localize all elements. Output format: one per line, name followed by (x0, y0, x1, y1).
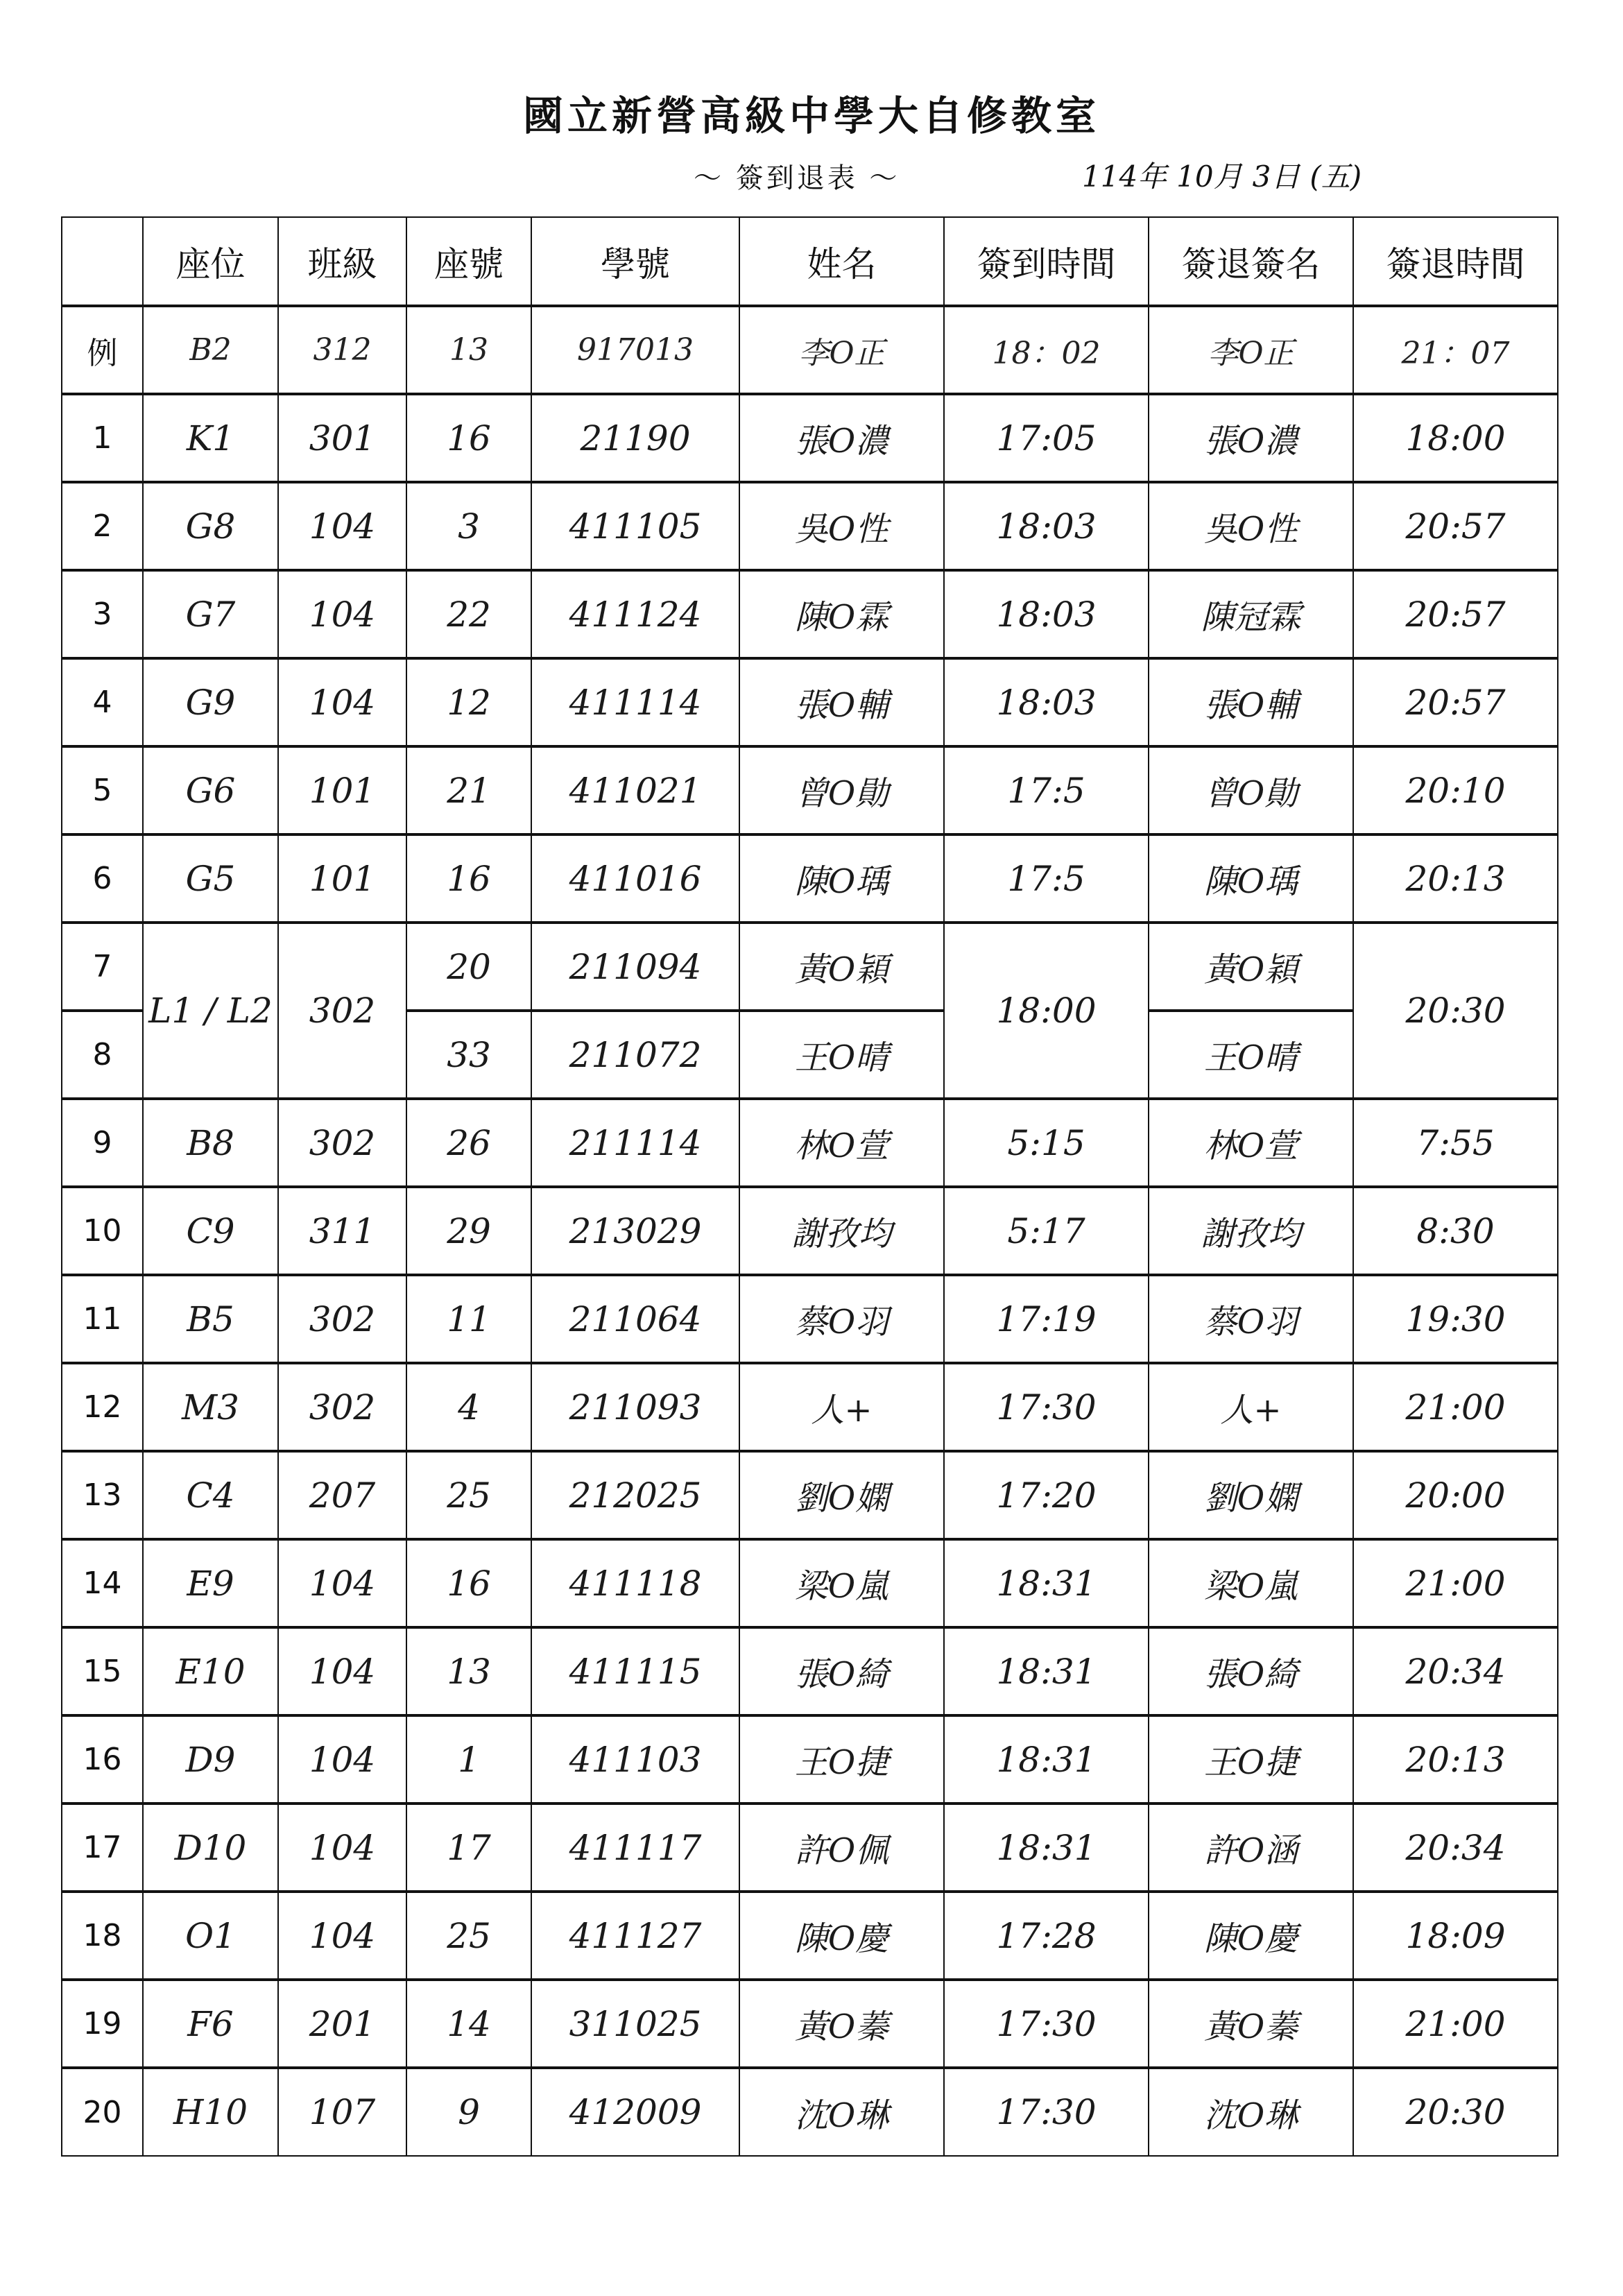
name-cell: 黃O穎 (739, 923, 944, 1011)
table-row (62, 1275, 1558, 1363)
sign-in-time-cell: 18:31 (944, 1627, 1149, 1715)
seat-cell: G6 (143, 746, 278, 834)
name-cell: 張O輔 (739, 658, 944, 746)
row-index: 12 (62, 1363, 143, 1451)
class-cell: 104 (278, 1627, 406, 1715)
sign-out-signature-cell: 張O濃 (1149, 394, 1353, 482)
sign-in-time-cell: 18：02 (944, 306, 1149, 394)
sign-out-signature-cell: 劉O嫻 (1149, 1451, 1353, 1539)
sign-out-time-cell: 21：07 (1353, 306, 1558, 394)
seat-cell: G7 (143, 570, 278, 658)
class-cell: 104 (278, 570, 406, 658)
class-cell: 104 (278, 1804, 406, 1892)
sign-in-time-cell: 17:28 (944, 1892, 1149, 1980)
student-id-cell: 412009 (531, 2068, 739, 2156)
seat-number-cell: 14 (406, 1980, 531, 2068)
seat-number-cell: 20 (406, 923, 531, 1011)
row-index: 4 (62, 658, 143, 746)
table-row (62, 923, 1558, 1011)
seat-cell: B8 (143, 1099, 278, 1187)
sign-out-signature-cell: 陳O慶 (1149, 1892, 1353, 1980)
seat-cell: M3 (143, 1363, 278, 1451)
student-id-cell: 411021 (531, 746, 739, 834)
sign-out-time-cell: 18:00 (1353, 394, 1558, 482)
seat-number-cell: 4 (406, 1363, 531, 1451)
student-id-cell: 411105 (531, 482, 739, 570)
sign-in-time-cell: 18:31 (944, 1539, 1149, 1627)
date-year: 114年 (1082, 160, 1167, 194)
table-row (62, 1187, 1558, 1275)
seat-cell: C9 (143, 1187, 278, 1275)
seat-cell: G8 (143, 482, 278, 570)
sign-out-time-cell: 19:30 (1353, 1275, 1558, 1363)
sign-out-time-cell: 20:57 (1353, 482, 1558, 570)
row-index: 14 (62, 1539, 143, 1627)
seat-number-cell: 26 (406, 1099, 531, 1187)
sign-in-time-cell: 5:15 (944, 1099, 1149, 1187)
seat-number-cell: 17 (406, 1804, 531, 1892)
row-index: 1 (62, 394, 143, 482)
name-cell: 陳O慶 (739, 1892, 944, 1980)
sign-out-time-cell: 7:55 (1353, 1099, 1558, 1187)
sign-out-signature-cell: 人+ (1149, 1363, 1353, 1451)
class-cell: 302 (278, 923, 406, 1099)
seat-cell: L1 / L2 (143, 923, 278, 1099)
student-id-cell: 411103 (531, 1715, 739, 1804)
name-cell: 沈O琳 (739, 2068, 944, 2156)
seat-cell: G5 (143, 834, 278, 923)
sign-out-signature-cell: 林O萱 (1149, 1099, 1353, 1187)
student-id-cell: 917013 (531, 306, 739, 394)
row-index: 例 (62, 306, 143, 394)
class-cell: 101 (278, 746, 406, 834)
table-row (62, 1804, 1558, 1892)
student-id-cell: 411114 (531, 658, 739, 746)
sign-in-time-cell: 18:00 (944, 923, 1149, 1099)
seat-cell: D9 (143, 1715, 278, 1804)
student-id-cell: 411118 (531, 1539, 739, 1627)
class-cell: 311 (278, 1187, 406, 1275)
row-index: 11 (62, 1275, 143, 1363)
seat-number-cell: 1 (406, 1715, 531, 1804)
sign-in-time-cell: 18:03 (944, 482, 1149, 570)
sign-in-time-cell: 18:31 (944, 1715, 1149, 1804)
table-row (62, 746, 1558, 834)
sign-out-time-cell: 20:57 (1353, 570, 1558, 658)
sign-out-time-cell: 20:13 (1353, 1715, 1558, 1804)
seat-number-cell: 3 (406, 482, 531, 570)
row-index: 3 (62, 570, 143, 658)
column-header-name: 姓名 (739, 217, 944, 306)
seat-cell: H10 (143, 2068, 278, 2156)
column-header-student-id: 學號 (531, 217, 739, 306)
table-row (62, 658, 1558, 746)
student-id-cell: 311025 (531, 1980, 739, 2068)
name-cell: 蔡O羽 (739, 1275, 944, 1363)
page-title: 國立新營高級中學大自修教室 (522, 92, 1100, 139)
date-day: 3日 (1252, 160, 1300, 194)
sign-out-time-cell: 21:00 (1353, 1539, 1558, 1627)
sign-out-time-cell: 20:34 (1353, 1627, 1558, 1715)
student-id-cell: 411127 (531, 1892, 739, 1980)
sign-out-signature-cell: 黃O穎 (1149, 923, 1353, 1011)
class-cell: 302 (278, 1363, 406, 1451)
seat-number-cell: 33 (406, 1011, 531, 1099)
student-id-cell: 212025 (531, 1451, 739, 1539)
sign-out-signature-cell: 陳O瑀 (1149, 834, 1353, 923)
name-cell: 曾O勛 (739, 746, 944, 834)
seat-number-cell: 29 (406, 1187, 531, 1275)
name-cell: 張O綺 (739, 1627, 944, 1715)
column-header-sign-out-signature: 簽退簽名 (1149, 217, 1353, 306)
class-cell: 301 (278, 394, 406, 482)
seat-cell: C4 (143, 1451, 278, 1539)
student-id-cell: 21190 (531, 394, 739, 482)
class-cell: 104 (278, 482, 406, 570)
student-id-cell: 213029 (531, 1187, 739, 1275)
row-index: 8 (62, 1011, 143, 1099)
table-row (62, 1539, 1558, 1627)
name-cell: 陳O瑀 (739, 834, 944, 923)
column-header-sign-in-time: 簽到時間 (944, 217, 1149, 306)
form-subtitle: ～ 簽到退表 ～ (694, 162, 900, 194)
class-cell: 104 (278, 1892, 406, 1980)
row-index: 13 (62, 1451, 143, 1539)
sign-out-signature-cell: 蔡O羽 (1149, 1275, 1353, 1363)
sign-in-time-cell: 18:03 (944, 570, 1149, 658)
column-header-seat: 座位 (143, 217, 278, 306)
name-cell: 梁O嵐 (739, 1539, 944, 1627)
sign-in-time-cell: 17:30 (944, 2068, 1149, 2156)
sign-out-signature-cell: 王O晴 (1149, 1011, 1353, 1099)
seat-number-cell: 13 (406, 1627, 531, 1715)
seat-number-cell: 25 (406, 1451, 531, 1539)
table-row (62, 1892, 1558, 1980)
name-cell: 陳O霖 (739, 570, 944, 658)
class-cell: 101 (278, 834, 406, 923)
row-index: 15 (62, 1627, 143, 1715)
sign-out-signature-cell: 謝孜均 (1149, 1187, 1353, 1275)
student-id-cell: 211093 (531, 1363, 739, 1451)
table-row (62, 1099, 1558, 1187)
student-id-cell: 211072 (531, 1011, 739, 1099)
seat-number-cell: 9 (406, 2068, 531, 2156)
sign-out-signature-cell: 黃O蓁 (1149, 1980, 1353, 2068)
sign-in-time-cell: 5:17 (944, 1187, 1149, 1275)
student-id-cell: 211114 (531, 1099, 739, 1187)
sign-in-time-cell: 17:30 (944, 1980, 1149, 2068)
seat-number-cell: 16 (406, 834, 531, 923)
sign-in-time-cell: 18:03 (944, 658, 1149, 746)
row-index: 2 (62, 482, 143, 570)
name-cell: 王O晴 (739, 1011, 944, 1099)
sign-out-time-cell: 21:00 (1353, 1980, 1558, 2068)
name-cell: 謝孜均 (739, 1187, 944, 1275)
sign-out-time-cell: 20:00 (1353, 1451, 1558, 1539)
sign-in-time-cell: 17:30 (944, 1363, 1149, 1451)
table-row (62, 834, 1558, 923)
seat-cell: G9 (143, 658, 278, 746)
row-index: 16 (62, 1715, 143, 1804)
example-row (62, 306, 1558, 394)
table-row (62, 482, 1558, 570)
seat-cell: E10 (143, 1627, 278, 1715)
sign-out-time-cell: 20:30 (1353, 923, 1558, 1099)
table-row (62, 1980, 1558, 2068)
sign-out-signature-cell: 許O涵 (1149, 1804, 1353, 1892)
column-header-seat-number: 座號 (406, 217, 531, 306)
sign-out-signature-cell: 張O綺 (1149, 1627, 1353, 1715)
class-cell: 201 (278, 1980, 406, 2068)
class-cell: 104 (278, 1715, 406, 1804)
name-cell: 王O捷 (739, 1715, 944, 1804)
table-row (62, 1363, 1558, 1451)
class-cell: 207 (278, 1451, 406, 1539)
sign-out-signature-cell: 張O輔 (1149, 658, 1353, 746)
name-cell: 李O正 (739, 306, 944, 394)
sign-out-time-cell: 8:30 (1353, 1187, 1558, 1275)
sign-out-signature-cell: 曾O勛 (1149, 746, 1353, 834)
date-month: 10月 (1176, 160, 1243, 194)
name-cell: 人+ (739, 1363, 944, 1451)
form-date (1082, 154, 1371, 196)
seat-cell: E9 (143, 1539, 278, 1627)
seat-cell: O1 (143, 1892, 278, 1980)
sign-in-time-cell: 17:05 (944, 394, 1149, 482)
name-cell: 林O萱 (739, 1099, 944, 1187)
sign-out-signature-cell: 李O正 (1149, 306, 1353, 394)
seat-number-cell: 16 (406, 1539, 531, 1627)
table-row (62, 1715, 1558, 1804)
sign-out-time-cell: 20:57 (1353, 658, 1558, 746)
table-row (62, 1451, 1558, 1539)
sign-out-time-cell: 20:13 (1353, 834, 1558, 923)
class-cell: 104 (278, 1539, 406, 1627)
sign-out-signature-cell: 沈O琳 (1149, 2068, 1353, 2156)
class-cell: 104 (278, 658, 406, 746)
student-id-cell: 411016 (531, 834, 739, 923)
seat-cell: F6 (143, 1980, 278, 2068)
row-index: 19 (62, 1980, 143, 2068)
column-header-sign-out-time: 簽退時間 (1353, 217, 1558, 306)
student-id-cell: 411117 (531, 1804, 739, 1892)
row-index: 7 (62, 923, 143, 1011)
seat-number-cell: 22 (406, 570, 531, 658)
row-index: 17 (62, 1804, 143, 1892)
seat-number-cell: 11 (406, 1275, 531, 1363)
student-id-cell: 411115 (531, 1627, 739, 1715)
name-cell: 張O濃 (739, 394, 944, 482)
sign-out-time-cell: 20:10 (1353, 746, 1558, 834)
sign-out-time-cell: 18:09 (1353, 1892, 1558, 1980)
row-index: 10 (62, 1187, 143, 1275)
sign-in-time-cell: 18:31 (944, 1804, 1149, 1892)
sign-in-time-cell: 17:5 (944, 746, 1149, 834)
sign-in-time-cell: 17:5 (944, 834, 1149, 923)
table-row (62, 1627, 1558, 1715)
sign-out-signature-cell: 梁O嵐 (1149, 1539, 1353, 1627)
student-id-cell: 411124 (531, 570, 739, 658)
row-index: 5 (62, 746, 143, 834)
student-id-cell: 211064 (531, 1275, 739, 1363)
column-header-index (62, 217, 143, 306)
seat-cell: B2 (143, 306, 278, 394)
seat-cell: B5 (143, 1275, 278, 1363)
sign-in-table (61, 216, 1558, 2157)
sign-out-signature-cell: 吳O性 (1149, 482, 1353, 570)
sign-in-time-cell: 17:20 (944, 1451, 1149, 1539)
sign-out-signature-cell: 王O捷 (1149, 1715, 1353, 1804)
seat-number-cell: 13 (406, 306, 531, 394)
class-cell: 302 (278, 1275, 406, 1363)
column-header-class: 班級 (278, 217, 406, 306)
class-cell: 302 (278, 1099, 406, 1187)
table-row (62, 2068, 1558, 2156)
class-cell: 312 (278, 306, 406, 394)
name-cell: 劉O嫻 (739, 1451, 944, 1539)
seat-number-cell: 16 (406, 394, 531, 482)
seat-number-cell: 12 (406, 658, 531, 746)
row-index: 18 (62, 1892, 143, 1980)
sign-in-time-cell: 17:19 (944, 1275, 1149, 1363)
name-cell: 黃O蓁 (739, 1980, 944, 2068)
table-row (62, 570, 1558, 658)
sign-out-time-cell: 21:00 (1353, 1363, 1558, 1451)
row-index: 6 (62, 834, 143, 923)
date-weekday: (五) (1309, 160, 1362, 194)
row-index: 20 (62, 2068, 143, 2156)
seat-number-cell: 21 (406, 746, 531, 834)
table-row (62, 394, 1558, 482)
table-header-row (62, 217, 1558, 306)
student-id-cell: 211094 (531, 923, 739, 1011)
class-cell: 107 (278, 2068, 406, 2156)
sign-out-time-cell: 20:34 (1353, 1804, 1558, 1892)
sign-out-signature-cell: 陳冠霖 (1149, 570, 1353, 658)
seat-number-cell: 25 (406, 1892, 531, 1980)
sign-out-time-cell: 20:30 (1353, 2068, 1558, 2156)
seat-cell: D10 (143, 1804, 278, 1892)
name-cell: 許O佩 (739, 1804, 944, 1892)
name-cell: 吳O性 (739, 482, 944, 570)
seat-cell: K1 (143, 394, 278, 482)
row-index: 9 (62, 1099, 143, 1187)
